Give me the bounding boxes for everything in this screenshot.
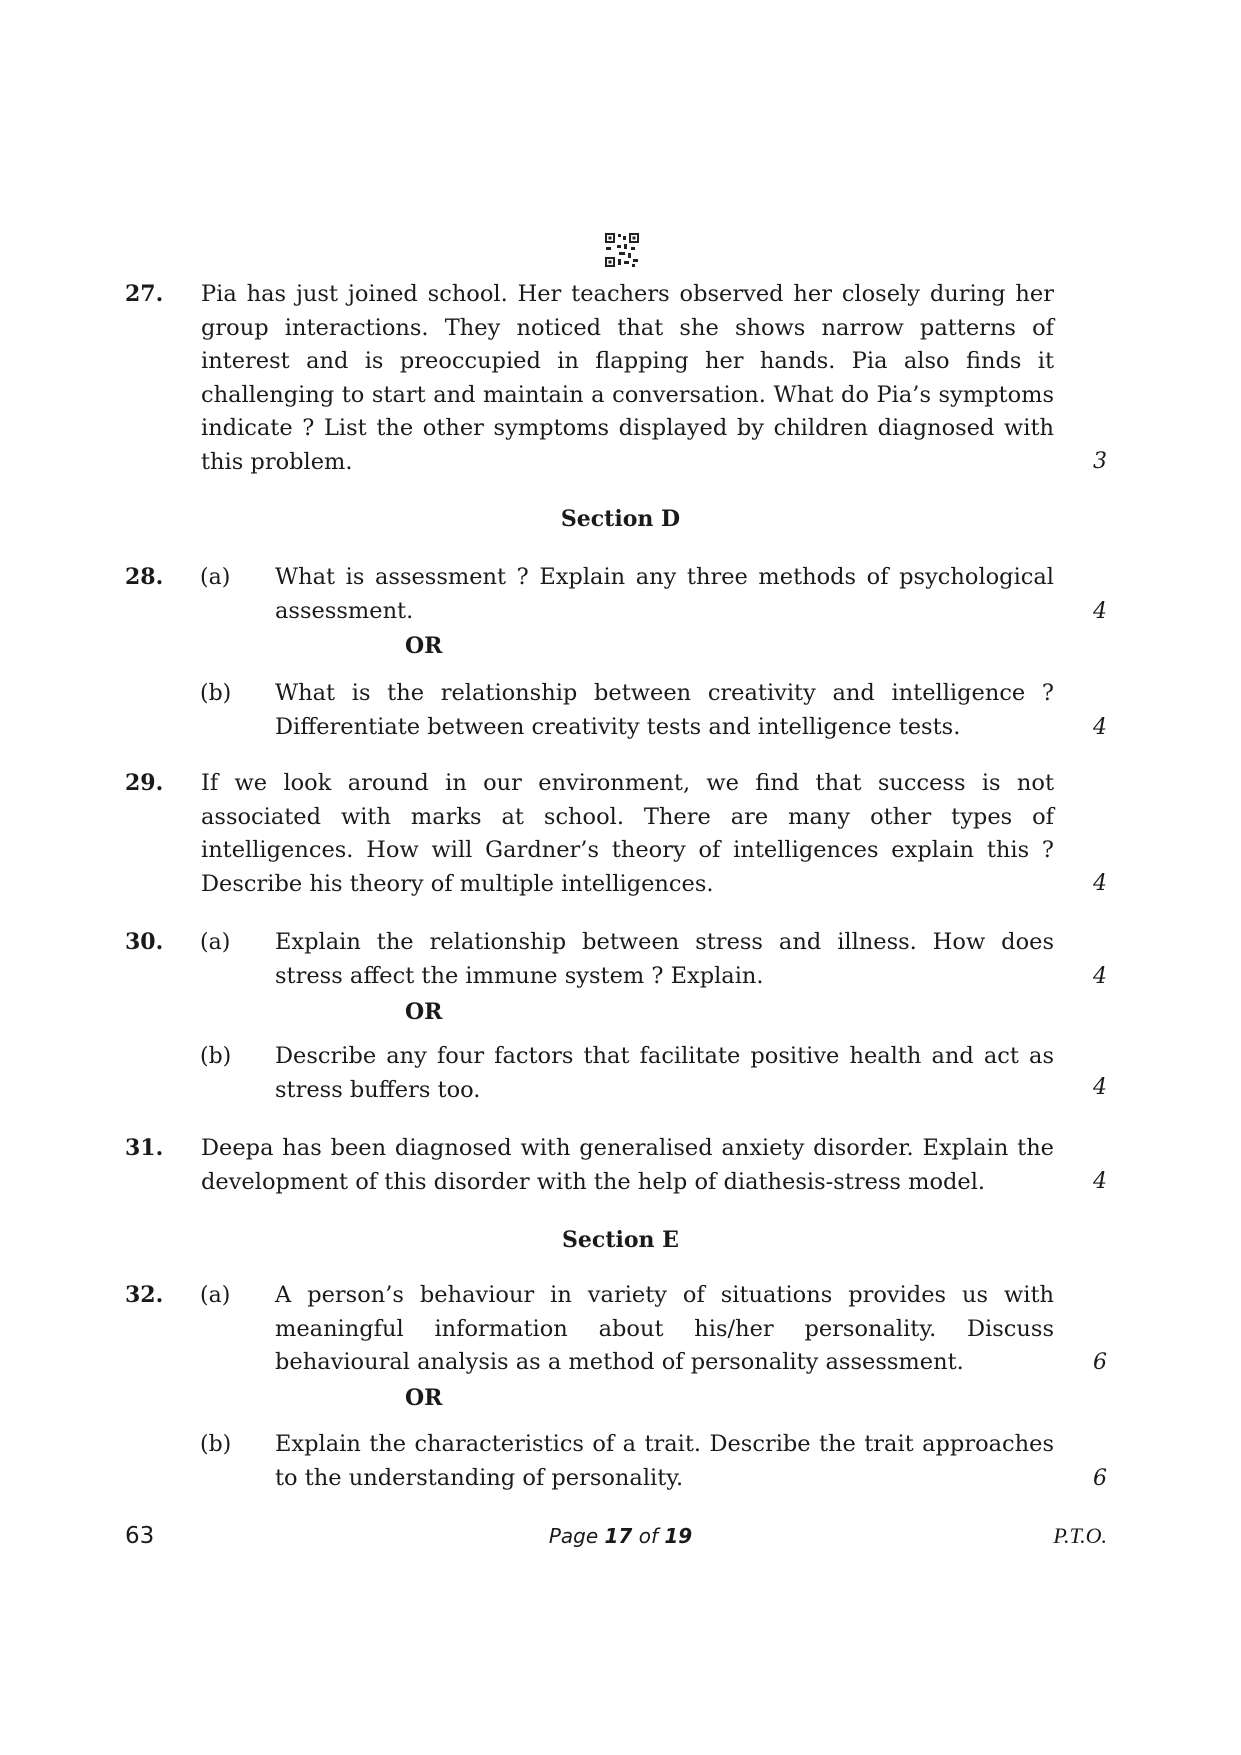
question-number: 32. xyxy=(125,1282,164,1308)
marks-a: 6 xyxy=(1093,1350,1107,1375)
question-number: 31. xyxy=(125,1135,164,1161)
marks-b: 4 xyxy=(1093,715,1107,740)
or-label: OR xyxy=(405,633,443,659)
question-number: 28. xyxy=(125,564,164,590)
option-text-a: What is assessment ? Explain any three methods of psychological assessment. xyxy=(275,564,1054,624)
pto-label: P.T.O. xyxy=(1053,1523,1107,1548)
page-of: of xyxy=(638,1524,658,1548)
page-prefix: Page xyxy=(548,1524,599,1548)
section-heading-d: Section D xyxy=(560,506,681,532)
marks-b: 4 xyxy=(1093,1075,1107,1100)
marks: 4 xyxy=(1093,1169,1107,1194)
question-text: Deepa has been diagnosed with generalised anxiety disorder. Explain the development of this disorder with the help of diathesis-stress model. xyxy=(201,1135,1054,1195)
option-label-a: (a) xyxy=(200,930,231,955)
page-total: 19 xyxy=(664,1524,693,1548)
option-label-b: (b) xyxy=(200,681,232,706)
marks-a: 4 xyxy=(1093,599,1107,624)
qr-code-icon xyxy=(604,232,640,268)
option-text-b: Explain the characteristics of a trait. Describe the trait approaches to the understanding of personality. xyxy=(275,1431,1054,1491)
section-heading-e: Section E xyxy=(562,1227,679,1253)
marks: 4 xyxy=(1093,871,1107,896)
question-text: If we look around in our environment, we find that success is not associated with marks at school. There are many other types of intelligences. How will Gardner’s theory of intelligences explain this ? Describe his theory of multiple intelligences. xyxy=(201,770,1054,897)
option-text-b: What is the relationship between creativity and intelligence ? Differentiate between creativity tests and intelligence tests. xyxy=(275,680,1054,740)
option-text-a: A person’s behaviour in variety of situations provides us with meaningful information about his/her personality. Discuss behavioural analysis as a method of personality assessment. xyxy=(275,1282,1054,1375)
option-text-a: Explain the relationship between stress and illness. How does stress affect the immune system ? Explain. xyxy=(275,929,1054,989)
option-label-b: (b) xyxy=(200,1044,232,1069)
marks-a: 4 xyxy=(1093,964,1107,989)
marks: 3 xyxy=(1093,449,1107,474)
question-number: 27. xyxy=(125,281,164,307)
or-label: OR xyxy=(405,1385,443,1411)
option-label-a: (a) xyxy=(200,1283,231,1308)
question-number: 30. xyxy=(125,929,164,955)
option-text-b: Describe any four factors that facilitate positive health and act as stress buffers too. xyxy=(275,1043,1054,1103)
paper-code: 63 xyxy=(125,1523,155,1549)
marks-b: 6 xyxy=(1093,1466,1107,1491)
or-label: OR xyxy=(405,999,443,1025)
question-number: 29. xyxy=(125,770,164,796)
option-label-b: (b) xyxy=(200,1432,232,1457)
question-text: Pia has just joined school. Her teachers observed her closely during her group interactions. They noticed that she shows narrow patterns of interest and is preoccupied in flapping her hands. Pia also finds it challenging to start and maintain a conversation. What do Pia’s symptoms indicate ? List the other symptoms displayed by children diagnosed with this problem. xyxy=(201,281,1054,475)
option-label-a: (a) xyxy=(200,565,231,590)
page-current: 17 xyxy=(604,1524,633,1548)
